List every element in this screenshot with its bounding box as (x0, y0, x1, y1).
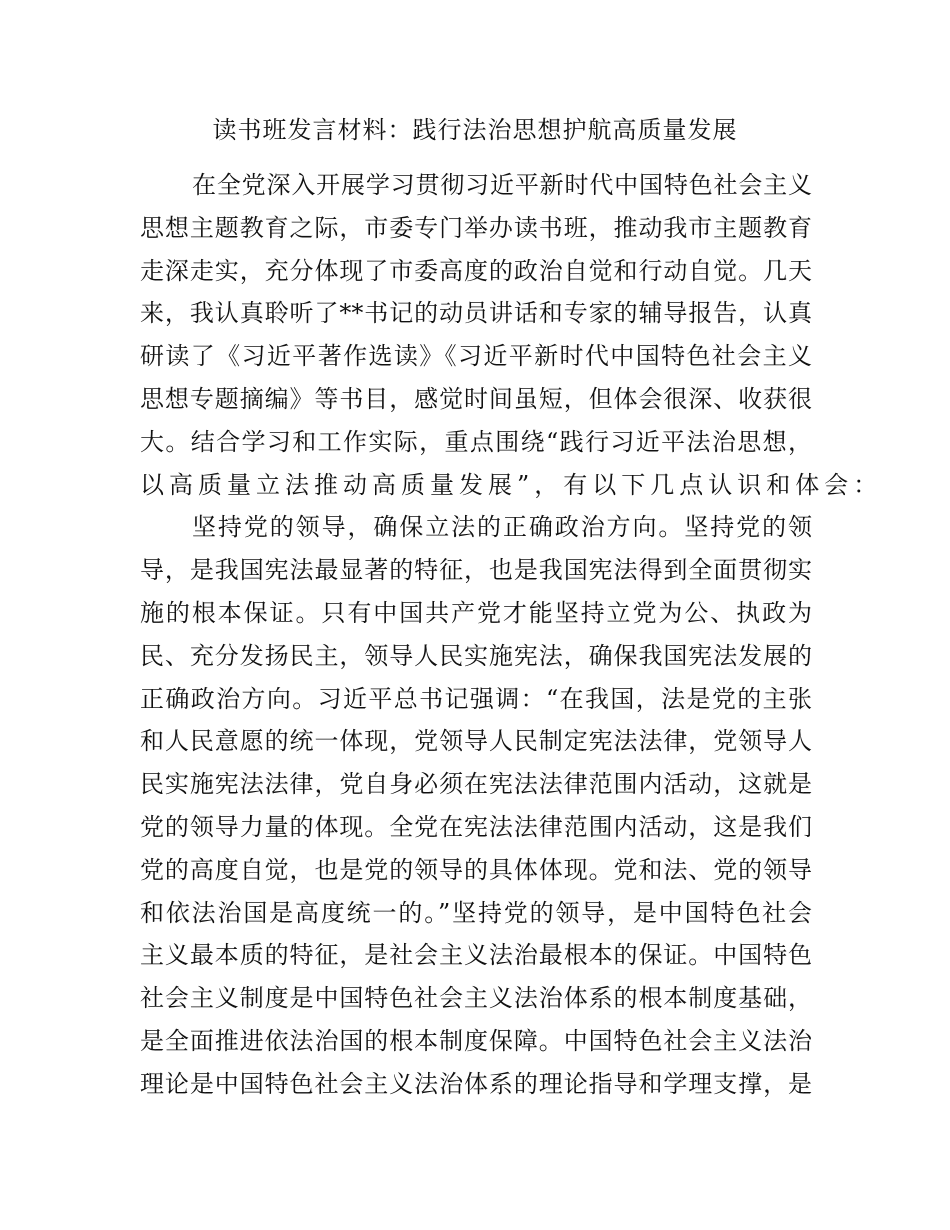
paragraph-line: 理论是中国特色社会主义法治体系的理论指导和学理支撑，是 (140, 1069, 812, 1098)
paragraph-line: 和依法治国是高度统一的。”坚持党的领导，是中国特色社会 (140, 898, 812, 927)
paragraph-line: 民、充分发扬民主，领导人民实施宪法，确保我国宪法发展的 (140, 641, 812, 670)
paragraph-line: 施的根本保证。只有中国共产党才能坚持立党为公、执政为 (140, 598, 812, 627)
paragraph-line: 民实施宪法法律，党自身必须在宪法法律范围内活动，这就是 (140, 770, 812, 799)
paragraph-line: 导，是我国宪法最显著的特征，也是我国宪法得到全面贯彻实 (140, 556, 812, 585)
paragraph-line: 社会主义制度是中国特色社会主义法治体系的根本制度基础， (140, 984, 812, 1013)
paragraph-line: 在全党深入开展学习贯彻习近平新时代中国特色社会主义 (192, 171, 812, 199)
paragraph-line: 走深走实，充分体现了市委高度的政治自觉和行动自觉。几天 (140, 256, 812, 285)
paragraph-line: 思想主题教育之际，市委专门举办读书班，推动我市主题教育 (140, 213, 812, 242)
paragraph-line: 来，我认真聆听了**书记的动员讲话和专家的辅导报告，认真 (140, 299, 812, 328)
paragraph-line: 党的高度自觉，也是党的领导的具体体现。党和法、党的领导 (140, 855, 812, 884)
paragraph-line: 是全面推进依法治国的根本制度保障。中国特色社会主义法治 (140, 1026, 812, 1055)
document-title: 读书班发言材料：践行法治思想护航高质量发展 (212, 116, 738, 144)
document-body (140, 164, 883, 1106)
paragraph-line: 坚持党的领导，确保立法的正确政治方向。坚持党的领 (192, 513, 812, 542)
paragraph-line: 主义最本质的特征，是社会主义法治最根本的保证。中国特色 (140, 941, 812, 970)
paragraph-line: 研读了《习近平著作选读》《习近平新时代中国特色社会主义 (140, 342, 812, 371)
paragraph (140, 506, 812, 1105)
paragraph-line: 大。结合学习和工作实际，重点围绕“践行习近平法治思想， (140, 427, 812, 456)
paragraph-line: 正确政治方向。习近平总书记强调：“在我国，法是党的主张 (140, 684, 812, 713)
paragraph-line: 思想专题摘编》等书目，感觉时间虽短，但体会很深、收获很 (140, 384, 812, 413)
paragraph-line: 和人民意愿的统一体现，党领导人民制定宪法法律，党领导人 (140, 727, 812, 756)
paragraph-line: 党的领导力量的体现。全党在宪法法律范围内活动，这是我们 (140, 812, 812, 841)
paragraph (140, 164, 883, 506)
paragraph-line: 以高质量立法推动高质量发展”，有以下几点认识和体会： (140, 470, 883, 499)
